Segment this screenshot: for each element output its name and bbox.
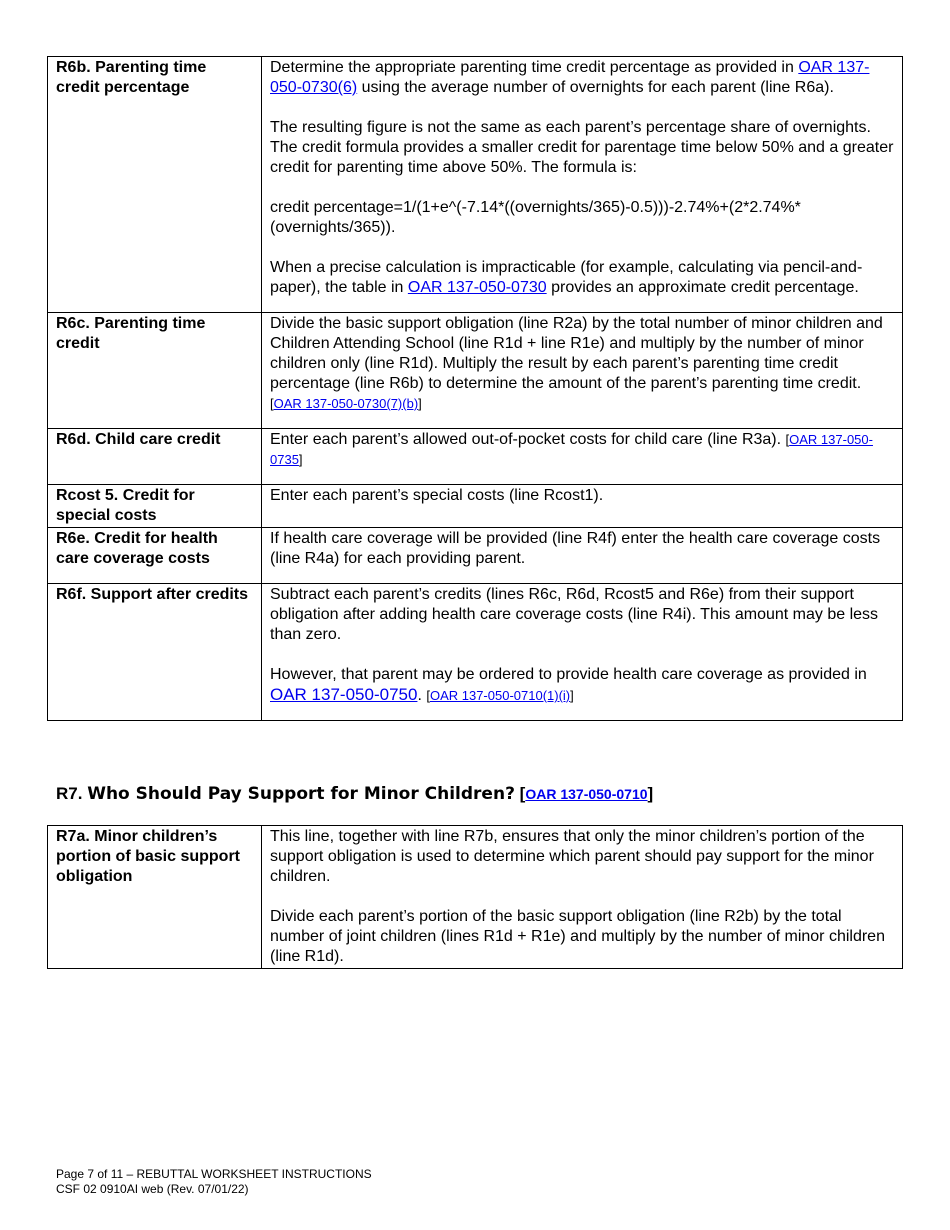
- row-description: [262, 584, 903, 721]
- row-description: Enter each parent’s special costs (line Rcost1).: [262, 485, 903, 528]
- oar-reference-link[interactable]: OAR 137-050-0730(7)(b): [273, 396, 419, 411]
- row-description: [262, 57, 903, 313]
- oar-link[interactable]: OAR 137-050-0730: [407, 279, 547, 296]
- r7-table: [47, 825, 903, 969]
- row-description: Divide the basic support obligation (line R2a) by the total number of minor children and Children Attending School (line R1d + line R1e) and multiply by the number of minor children only (line R1d). Multiply the result by each parent’s parenting time credit percentage (line R6b) to determine the amount of the parent’s parenting time credit. [OAR 137-050-0730(7)(b)]: [262, 313, 903, 429]
- row-label: R7a. Minor children’s portion of basic support obligation: [48, 826, 262, 969]
- paragraph: This line, together with line R7b, ensures that only the minor children’s portion of the support obligation is used to determine which parent should pay support for the minor children.: [270, 828, 874, 885]
- section-title: Who Should Pay Support for Minor Children?: [87, 784, 515, 804]
- footer-page-info: Page 7 of 11 – REBUTTAL WORKSHEET INSTRUCTIONS: [56, 1167, 372, 1181]
- footer-form-id: CSF 02 0910AI web (Rev. 07/01/22): [56, 1182, 249, 1196]
- paragraph: The resulting figure is not the same as each parent’s percentage share of overnights. The credit formula provides a smaller credit for parentage time below 50% and a greater credit for parenting time above 50%. The formula is:: [270, 119, 894, 176]
- table-row: [48, 429, 903, 485]
- table-row: [48, 528, 903, 584]
- row-label: R6f. Support after credits: [48, 584, 262, 721]
- table-row: [48, 584, 903, 721]
- oar-reference-link[interactable]: OAR 137-050-0735: [270, 432, 873, 467]
- oar-reference-link[interactable]: OAR 137-050-0710(1)(i): [429, 688, 571, 703]
- credits-table: [47, 56, 903, 721]
- row-label: Rcost 5. Credit for special costs: [48, 485, 262, 528]
- section-reference-link[interactable]: OAR 137-050-0710: [525, 786, 648, 802]
- paragraph: However, that parent may be ordered to provide health care coverage as provided in OAR 137-050-0750. [OAR 137-050-0710(1)(i)]: [270, 666, 867, 704]
- paragraph: Subtract each parent’s credits (lines R6c, R6d, Rcost5 and R6e) from their support obligation after adding health care coverage costs (line R4i). This amount may be less than zero.: [270, 586, 879, 643]
- formula: credit percentage=1/(1+e^(-7.14*((overnights/365)-0.5)))-2.74%+(2*2.74%*(overnights/365)).: [270, 199, 801, 236]
- oar-link[interactable]: OAR 137-050-0730(6): [270, 59, 870, 96]
- row-label: R6e. Credit for health care coverage costs: [48, 528, 262, 584]
- table-row: [48, 485, 903, 528]
- row-label: R6b. Parenting time credit percentage: [48, 57, 262, 313]
- paragraph: Determine the appropriate parenting time credit percentage as provided in OAR 137-050-0730(6) using the average number of overnights for each parent (line R6a).: [270, 59, 870, 96]
- section-number: R7.: [56, 784, 83, 803]
- row-description: [262, 826, 903, 969]
- row-description: Enter each parent’s allowed out-of-pocket costs for child care (line R3a). [OAR 137-050-0735]: [262, 429, 903, 485]
- table-row: [48, 57, 903, 313]
- table-row: [48, 313, 903, 429]
- paragraph: Divide each parent’s portion of the basic support obligation (line R2b) by the total number of joint children (lines R1d + R1e) and multiply by the number of minor children (line R1d).: [270, 908, 885, 965]
- oar-link[interactable]: OAR 137-050-0750: [270, 685, 418, 704]
- section-heading: R7. Who Should Pay Support for Minor Children? [OAR 137-050-0710]: [56, 784, 654, 804]
- row-label: R6c. Parenting time credit: [48, 313, 262, 429]
- table-row: [48, 826, 903, 969]
- row-label: R6d. Child care credit: [48, 429, 262, 485]
- page-footer: [56, 1167, 372, 1197]
- paragraph: When a precise calculation is impracticable (for example, calculating via pencil-and-paper), the table in OAR 137-050-0730 provides an approximate credit percentage.: [270, 259, 863, 296]
- row-description: If health care coverage will be provided (line R4f) enter the health care coverage costs (line R4a) for each providing parent.: [262, 528, 903, 584]
